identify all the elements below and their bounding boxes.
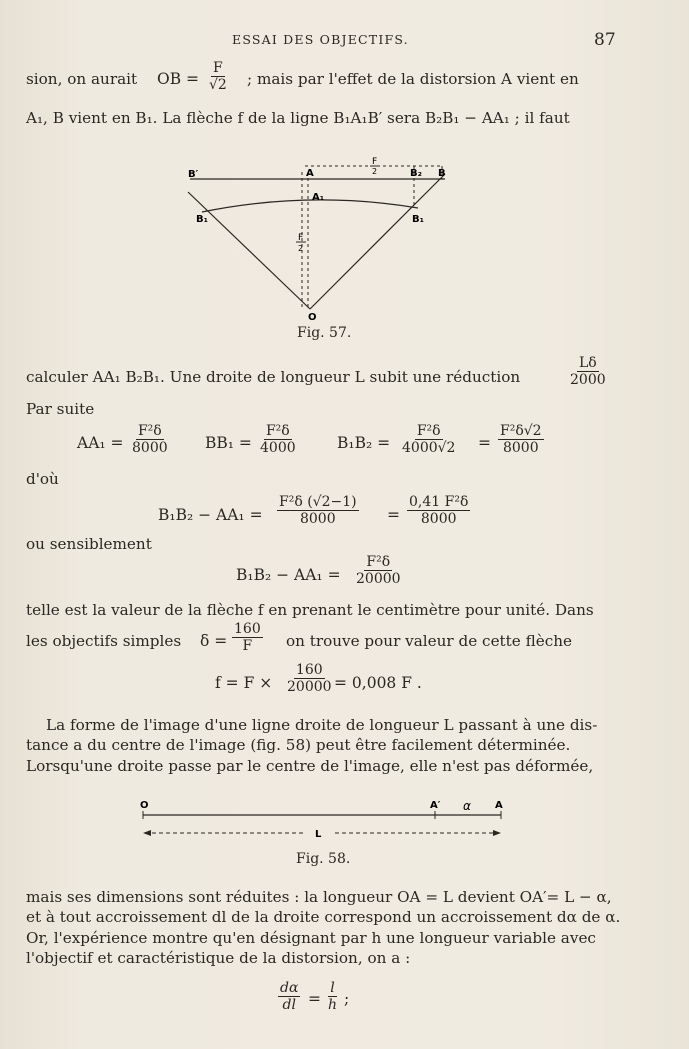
fraction-denominator: 4000: [260, 440, 296, 456]
fraction-numerator: 160: [234, 621, 261, 637]
fig57-label-b: B: [438, 168, 446, 179]
eq1-b1b2: B₁B₂ =: [337, 434, 391, 452]
eq3-lhs: B₁B₂ − AA₁ =: [236, 566, 341, 584]
fraction-numerator: l: [330, 980, 335, 996]
eq2-lhs: B₁B₂ − AA₁ =: [158, 506, 263, 524]
fig57-label-2-mid: 2: [298, 244, 304, 253]
eq3-fraction: [352, 554, 405, 587]
fraction-numerator: F²δ√2: [500, 423, 542, 439]
fraction-denominator: 8000: [420, 511, 457, 527]
fig58-label-o: O: [140, 800, 149, 811]
text-line: Or, l'expérience montre qu'en désignant par h une longueur variable avec: [26, 929, 596, 947]
fraction-numerator: 0,41 F²δ: [409, 494, 469, 510]
fig57-label-b1-right: B₁: [412, 214, 425, 225]
fig57-label-bprime: B′: [188, 169, 199, 180]
fig57-label-f-top: F: [372, 157, 378, 167]
figure-57: [180, 152, 460, 322]
fraction-ldelta-2000: [566, 355, 610, 388]
eq2-fraction-2: [405, 494, 472, 527]
fraction-denominator: F: [242, 638, 253, 654]
text-line: on trouve pour valeur de cette flèche: [286, 632, 572, 650]
text-line: La forme de l'image d'une ligne droite de longueur L passant à une dis-: [46, 716, 598, 734]
eq1-aa-fraction: [128, 423, 172, 456]
fraction-denominator: 8000: [132, 440, 168, 456]
fraction-denominator: h: [328, 997, 338, 1013]
fraction-160-f: [230, 621, 265, 654]
fig57-label-a: A: [306, 168, 314, 179]
fraction-denominator: 20000: [356, 571, 401, 587]
fraction-denominator: 4000√2: [402, 440, 456, 456]
eq1-b1b2-fraction: [398, 423, 459, 456]
text-line: mais ses dimensions sont réduites : la longueur OA = L devient OA′= L − α,: [26, 888, 612, 906]
text-line: tance a du centre de l'image (fig. 58) peut être facilement déterminée.: [26, 736, 571, 754]
fig58-label-l: L: [315, 829, 322, 840]
fig58-label-a: A: [495, 800, 503, 811]
fraction-denominator: 20000: [287, 679, 332, 695]
math-ob: OB =: [157, 70, 200, 88]
running-title: ESSAI DES OBJECTIFS.: [232, 32, 409, 47]
eq4-rhs: = 0,008 F .: [334, 674, 422, 692]
fig58-label-alpha: α: [463, 799, 471, 813]
fraction-numerator: dα: [280, 980, 299, 996]
fraction-numerator: F²δ: [416, 423, 441, 439]
text-line: ou sensiblement: [26, 535, 152, 553]
eq5-semicolon: ;: [344, 990, 350, 1008]
eq1-bb: BB₁ =: [205, 434, 252, 452]
fig57-label-2-top: 2: [372, 167, 378, 176]
eq4-fraction: [283, 662, 336, 695]
fig57-label-a1: A₁: [312, 192, 325, 203]
fig58-caption: Fig. 58.: [296, 851, 351, 867]
fig57-label-b1-left: B₁: [196, 214, 209, 225]
text-line: et à tout accroissement dl de la droite correspond un accroissement dα de α.: [26, 908, 621, 926]
fraction-numerator: F²δ (√2−1): [279, 494, 357, 510]
text-line: l'objectif et caractéristique de la distorsion, on a :: [26, 949, 411, 967]
fraction-numerator: F²δ: [265, 423, 290, 439]
fraction-denominator: 8000: [299, 511, 336, 527]
text-line: Par suite: [26, 400, 95, 418]
text-line: calculer AA₁ B₂B₁. Une droite de longueur L subit une réduction: [26, 368, 521, 386]
page-number: 87: [594, 30, 616, 50]
fraction-numerator: 160: [295, 662, 323, 678]
text-line: ; mais par l'effet de la distorsion A vient en: [247, 70, 579, 88]
fig57-label-b2: B₂: [410, 168, 423, 179]
text-line: A₁, B vient en B₁. La flèche f de la ligne B₁A₁B′ sera B₂B₁ − AA₁ ; il faut: [26, 109, 570, 127]
fraction-denominator: √2: [209, 77, 227, 93]
eq1-bb-fraction: [256, 423, 300, 456]
eq5-equals: =: [308, 990, 321, 1008]
eq1-last-fraction: [496, 423, 546, 456]
fig57-label-f-mid: F: [298, 233, 304, 243]
figure-58: [135, 795, 515, 845]
fig58-label-aprime: A′: [430, 800, 441, 811]
eq2-fraction-1: [275, 494, 361, 527]
fraction-numerator: F²δ: [137, 423, 162, 439]
eq2-equals: =: [387, 506, 400, 524]
fraction-denominator: dl: [282, 997, 296, 1013]
fraction-numerator: Lδ: [578, 355, 597, 371]
fraction-numerator: F: [213, 60, 223, 76]
delta-equals: δ =: [200, 632, 228, 650]
text-line: telle est la valeur de la flèche f en prenant le centimètre pour unité. Dans: [26, 601, 594, 619]
text-line: les objectifs simples: [26, 632, 182, 650]
fraction-denominator: 2000: [570, 372, 606, 388]
eq5-fraction-1: [276, 980, 302, 1013]
eq4-lhs: f = F ×: [215, 674, 273, 692]
fraction-denominator: 8000: [502, 440, 539, 456]
text-line: Lorsqu'une droite passe par le centre de l'image, elle n'est pas déformée,: [26, 757, 594, 775]
fig57-caption: Fig. 57.: [297, 325, 352, 341]
eq5-fraction-2: [324, 980, 341, 1013]
fraction-f-sqrt2: [205, 60, 231, 93]
eq1-equals: =: [478, 434, 491, 452]
text-line: sion, on aurait: [26, 70, 138, 88]
fig57-label-o: O: [308, 312, 317, 322]
eq1-aa: AA₁ =: [77, 434, 124, 452]
fraction-numerator: F²δ: [366, 554, 391, 570]
text-line: d'où: [26, 470, 59, 488]
